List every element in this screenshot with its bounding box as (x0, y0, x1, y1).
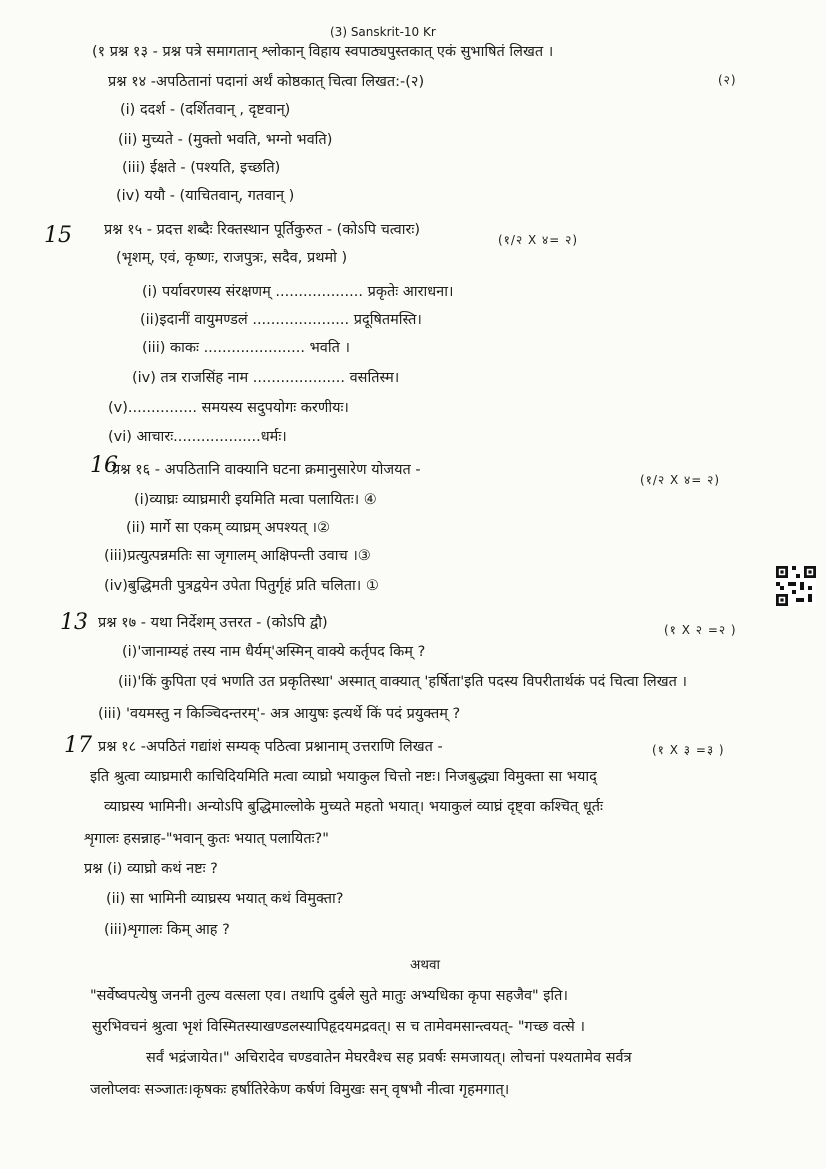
q16-marks: (१/२ X ४= २) (640, 473, 721, 487)
q17-item-3: (iii) 'वयमस्तु न किञ्चिदन्तरम्'- अत्र आयुषः इत्यर्थे किं पदं प्रयुक्तम् ? (98, 706, 461, 722)
q14-marks: (२) (718, 73, 737, 87)
alt-passage-line-1: "सर्वेष्वपत्येषु जननी तुल्य वत्सला एव। तथापि दुर्बले सुते मातुः अभ्यधिका कृपा सहजैव" इति। (90, 988, 568, 1004)
q18-passage-line-3: शृगालः हसन्नाह-"भवान् कुतः भयात् पलायितः?" (84, 831, 329, 847)
q14-item-1: (i) ददर्श - (दर्शितवान् , दृष्टवान्) (120, 102, 291, 118)
q14-item-4: (iv) ययौ - (याचितवान्, गतवान् ) (116, 188, 295, 204)
margin-mark-q15: 15 (44, 223, 72, 248)
alt-passage-line-3: सर्वं भद्रंजायेत।" अचिरादेव चण्डवातेन मेघरवैश्च सह प्रवर्षः समजायत्। लोचनां पश्यतामेव सर्वत्र (146, 1050, 632, 1066)
q16-heading: प्रश्न १६ - अपठितानि वाक्यानि घटना क्रमानुसारेण योजयत - (112, 462, 421, 478)
q16-item-4: (iv)बुद्धिमती पुत्रद्वयेन उपेता पितुर्गृहं प्रति चलिता। ① (104, 578, 379, 594)
qr-code-icon (776, 566, 816, 606)
q15-item-2: (ii)इदानीं वायुमण्डलं ..................... प्रदूषितमस्ति। (140, 312, 422, 328)
q15-item-6: (vi) आचारः...................धर्मः। (108, 429, 287, 445)
alt-passage-line-2: सुरभिवचनं श्रुत्वा भृशं विस्मितस्याखण्डलस्यापिहृदयमद्रवत्। स च तामेवमसान्त्वयत्- "गच्छ वत्से । (92, 1019, 585, 1035)
q18-question-1: प्रश्न (i) व्याघ्रो कथं नष्टः ? (84, 861, 218, 877)
q16-item-2: (ii) मार्गे सा एकम् व्याघ्रम् अपश्यत् ।② (126, 520, 331, 536)
q15-item-1: (i) पर्यावरणस्य संरक्षणम् ................... प्रकृतेः आराधना। (142, 284, 454, 300)
q16-item-1: (i)व्याघ्रः व्याघ्रमारी इयमिति मत्वा पलायितः। ④ (134, 492, 377, 508)
q15-heading: प्रश्न १५ - प्रदत्त शब्दैः रिक्तस्थान पूर्तिकुरुत - (कोऽपि चत्वारः) (104, 222, 420, 238)
q14-item-3: (iii) ईक्षते - (पश्यति, इच्छति) (122, 160, 281, 176)
q18-passage-line-2: व्याघ्रस्य भामिनी। अन्योऽपि बुद्धिमाल्लोके मुच्यते महतो भयात्। भयाकुलं व्याघ्रं दृष्ट्वा कश्चित् धूर्तः (104, 799, 603, 815)
q14-heading: प्रश्न १४ -अपठितानां पदानां अर्थं कोष्ठकात् चित्वा लिखत:-(२) (108, 74, 425, 90)
q15-marks: (१/२ X ४= २) (498, 233, 579, 247)
alt-passage-line-4: जलोप्लवः सञ्जातः।कृषकः हर्षातिरेकेण कर्षणं विमुखः सन् वृषभौ नीत्वा गृहमगात्। (90, 1082, 510, 1098)
q18-passage-line-1: इति श्रुत्वा व्याघ्रमारी काचिदियमिति मत्वा व्याघ्रो भयाकुल चित्तो नष्टः। निजबुद्ध्या विमुक्ता सा भयाद् (90, 769, 597, 785)
page-header: (3) Sanskrit-10 Kr (330, 25, 436, 39)
q17-item-2: (ii)'किं कुपिता एवं भणति उत प्रकृतिस्था' अस्मात् वाक्यात् 'हर्षिता'इति पदस्य विपरीतार्थकं पदं चित्वा लिखत । (118, 674, 687, 690)
q15-item-3: (iii) काकः ...................... भवति । (142, 340, 350, 356)
q13-text: (१ प्रश्न १३ - प्रश्न पत्रे समागतान् श्लोकान् विहाय स्वपाठ्यपुस्तकात् एकं सुभाषितं लिखत । (92, 44, 554, 60)
q16-item-3: (iii)प्रत्युत्पन्नमतिः सा जृगालम् आक्षिपन्ती उवाच ।③ (104, 548, 371, 564)
margin-mark-q16: 16 (90, 453, 118, 478)
q18-question-2: (ii) सा भामिनी व्याघ्रस्य भयात् कथं विमुक्ता? (106, 891, 344, 907)
q17-heading: प्रश्न १७ - यथा निर्देशम् उत्तरत - (कोऽपि द्वौ) (98, 615, 328, 631)
q18-heading: प्रश्न १८ -अपठितं गद्यांशं सम्यक् पठित्वा प्रश्नानाम् उत्तराणि लिखत - (98, 739, 443, 755)
margin-mark-q18: 17 (64, 733, 92, 758)
margin-mark-q17a: 13 (60, 610, 88, 635)
q17-marks: (१ X २ =२ ) (664, 623, 737, 637)
q15-word-list: (भृशम्, एवं, कृष्णः, राजपुत्रः, सदैव, प्रथमो ) (116, 250, 348, 266)
q14-item-2: (ii) मुच्यते - (मुक्तो भवति, भग्नो भवति) (118, 132, 333, 148)
q17-item-1: (i)'जानाम्यहं तस्य नाम धैर्यम्'अस्मिन् वाक्ये कर्तृपद किम् ? (122, 644, 426, 660)
q18-marks: (१ X ३ =३ ) (652, 743, 725, 757)
q15-item-4: (iv) तत्र राजसिंह नाम .................... वसतिस्म। (132, 370, 400, 386)
or-divider: अथवा (410, 957, 440, 973)
q15-item-5: (v)............... समयस्य सदुपयोगः करणीयः। (108, 400, 349, 416)
q18-question-3: (iii)शृगालः किम् आह ? (104, 922, 230, 938)
